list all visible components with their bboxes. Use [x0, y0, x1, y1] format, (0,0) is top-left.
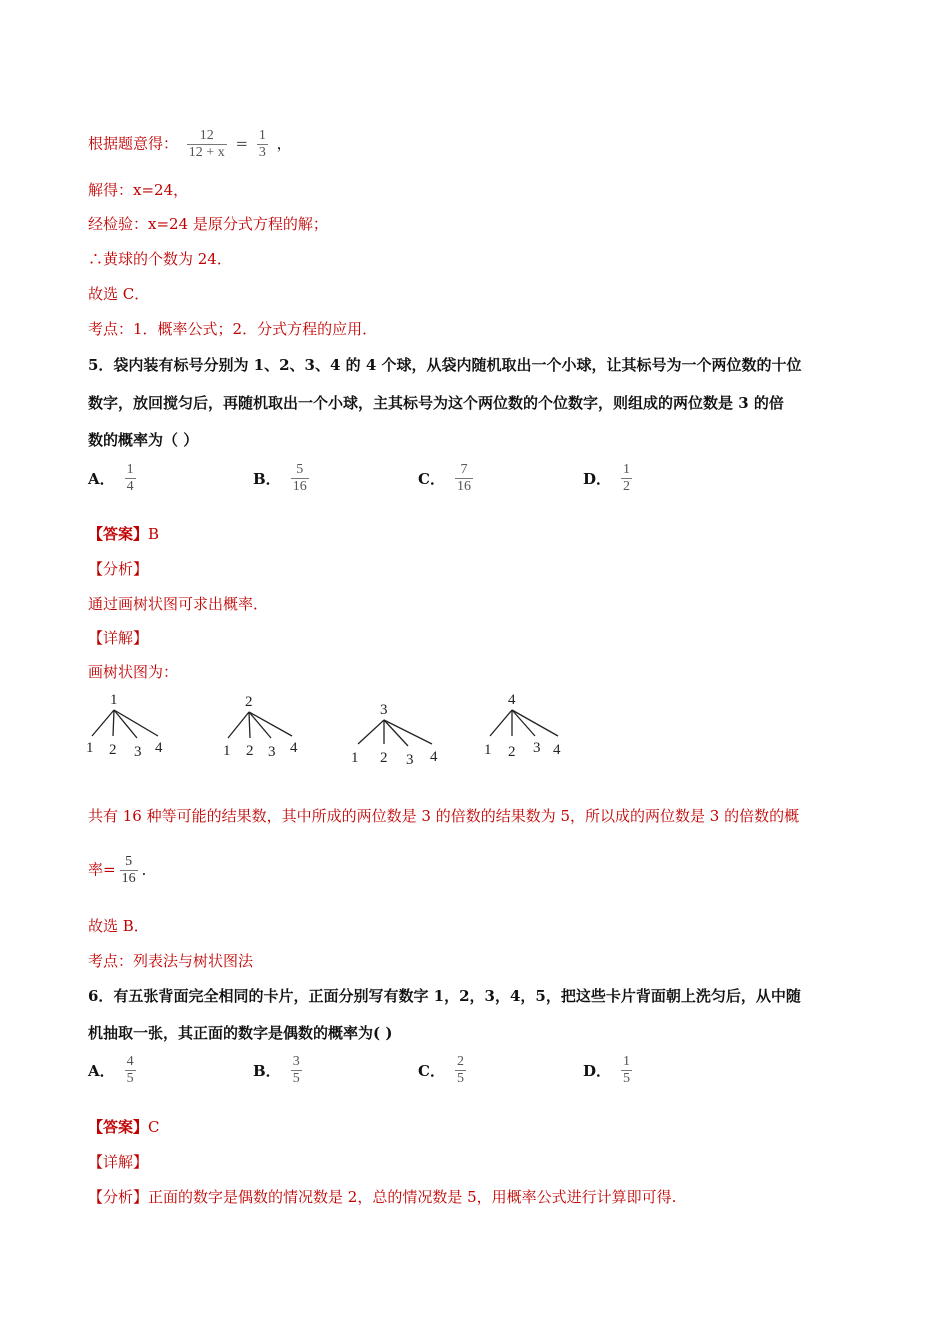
tree-leaf: 4 [430, 749, 438, 765]
option-fraction: $\frac{2}{5}$ [456, 1054, 464, 1086]
answer-value: C [148, 1118, 160, 1136]
tree-leaf: 4 [553, 742, 561, 758]
q6-line-1: 6．有五张背面完全相同的卡片，正面分别写有数字 1，2，3，4，5，把这些卡片背面朝上洗匀后，从中随 [88, 987, 801, 1005]
q6-detail-tag: 【详解】 [88, 1153, 149, 1171]
q5-option-b [253, 462, 313, 495]
q6-answer [88, 1117, 160, 1137]
prob-fraction: $\frac{5}{16}$ [121, 854, 136, 886]
tree-leaf: 4 [290, 740, 298, 756]
tree-leaf: 1 [484, 742, 492, 758]
tree-diagram-4 [480, 688, 580, 770]
option-fraction: $\frac{1}{5}$ [623, 1054, 631, 1086]
q5-line-3: 数的概率为（ ） [88, 431, 199, 449]
q5-option-c [418, 462, 477, 495]
tree-root: 1 [110, 692, 118, 708]
tree-leaf: 2 [109, 742, 117, 758]
q5-line-1: 5．袋内装有标号分别为 1、2、3、4 的 4 个球，从袋内随机取出一个小球，让其标号为一个两位数的十位 [88, 356, 802, 374]
sol4-check-line: 经检验：x=24 是原分式方程的解； [88, 215, 328, 233]
tree-leaf: 2 [246, 743, 254, 759]
q6-option-c [418, 1054, 470, 1087]
option-fraction: $\frac{1}{2}$ [623, 462, 631, 494]
option-label: D． [583, 470, 612, 488]
tree-leaf: 2 [508, 744, 516, 760]
analysis-text: 正面的数字是偶数的情况数是 2，总的情况数是 5，用概率公式进行计算即可得. [148, 1188, 677, 1206]
q5-option-a [88, 462, 140, 495]
q5-detail-tag: 【详解】 [88, 629, 149, 647]
q5-analysis-tag: 【分析】 [88, 560, 149, 578]
tree-diagram-1 [82, 688, 172, 770]
prob-suffix: ． [141, 860, 157, 879]
option-label: C． [418, 1062, 445, 1080]
tree-leaf: 3 [406, 752, 414, 768]
sol4-result-line: ∴黄球的个数为 24． [88, 250, 232, 268]
q5-conclusion: 共有 16 种等可能的结果数，其中所成的两位数是 3 的倍数的结果数为 5，所以成的两位数是 3 的倍数的概 [88, 807, 800, 825]
answer-value: B [148, 525, 160, 543]
tree-root: 4 [508, 692, 516, 708]
sol4-suffix: ， [276, 134, 292, 153]
tree-leaf: 4 [155, 740, 163, 756]
tree-root: 3 [380, 702, 388, 718]
fraction-lhs: $\frac{12}{12 + x}$ [188, 128, 225, 160]
q5-choose-line: 故选 B． [88, 917, 149, 935]
q5-tree-intro: 画树状图为： [88, 663, 179, 681]
q5-analysis-text: 通过画树状图可求出概率． [88, 595, 269, 613]
tree-diagram-2 [220, 688, 310, 770]
q5-answer [88, 524, 159, 544]
sol4-choose-line: 故选 C． [88, 285, 150, 303]
answer-tag: 【答案】 [88, 525, 149, 543]
option-fraction: $\frac{4}{5}$ [126, 1054, 134, 1086]
answer-tag: 【答案】 [88, 1118, 149, 1136]
tree-leaf: 3 [533, 740, 541, 756]
q5-point-line: 考点：列表法与树状图法 [88, 952, 254, 970]
tree-leaf: 3 [134, 744, 142, 760]
tree-leaf: 1 [351, 750, 359, 766]
tree-leaf: 1 [223, 743, 231, 759]
option-label: B． [253, 1062, 281, 1080]
tree-leaf: 3 [268, 744, 276, 760]
sol4-point-line: 考点：1．概率公式；2．分式方程的应用． [88, 320, 378, 338]
option-label: A． [88, 470, 115, 488]
prob-prefix: 率= [88, 860, 116, 879]
option-fraction: $\frac{3}{5}$ [292, 1054, 300, 1086]
option-label: C． [418, 470, 445, 488]
option-fraction: $\frac{5}{16}$ [292, 462, 307, 494]
tree-leaf: 2 [380, 750, 388, 766]
tree-root: 2 [245, 694, 253, 710]
option-label: D． [583, 1062, 612, 1080]
sol4-prefix: 根据题意得： [88, 134, 179, 153]
q6-option-d [583, 1054, 636, 1087]
q5-option-d [583, 462, 636, 495]
analysis-tag: 【分析】 [88, 1188, 149, 1206]
q5-line-2: 数字，放回搅匀后，再随机取出一个小球，主其标号为这个两位数的个位数字，则组成的两位数是 3 的倍 [88, 394, 784, 412]
equals-sign: = [235, 134, 249, 153]
option-fraction: $\frac{7}{16}$ [456, 462, 471, 494]
option-label: B． [253, 470, 281, 488]
sol4-solve-line: 解得：x=24， [88, 181, 189, 199]
q5-probability-line [88, 854, 157, 887]
tree-diagram-3 [346, 688, 446, 772]
q6-option-b [253, 1054, 306, 1087]
q6-line-2: 机抽取一张，其正面的数字是偶数的概率为( ) [88, 1024, 393, 1042]
tree-leaf: 1 [86, 740, 94, 756]
option-label: A． [88, 1062, 115, 1080]
fraction-rhs: $\frac{1}{3}$ [258, 128, 266, 160]
q6-analysis-line [88, 1187, 676, 1207]
sol4-equation-line [88, 128, 292, 161]
q6-option-a [88, 1054, 140, 1087]
option-fraction: $\frac{1}{4}$ [126, 462, 134, 494]
